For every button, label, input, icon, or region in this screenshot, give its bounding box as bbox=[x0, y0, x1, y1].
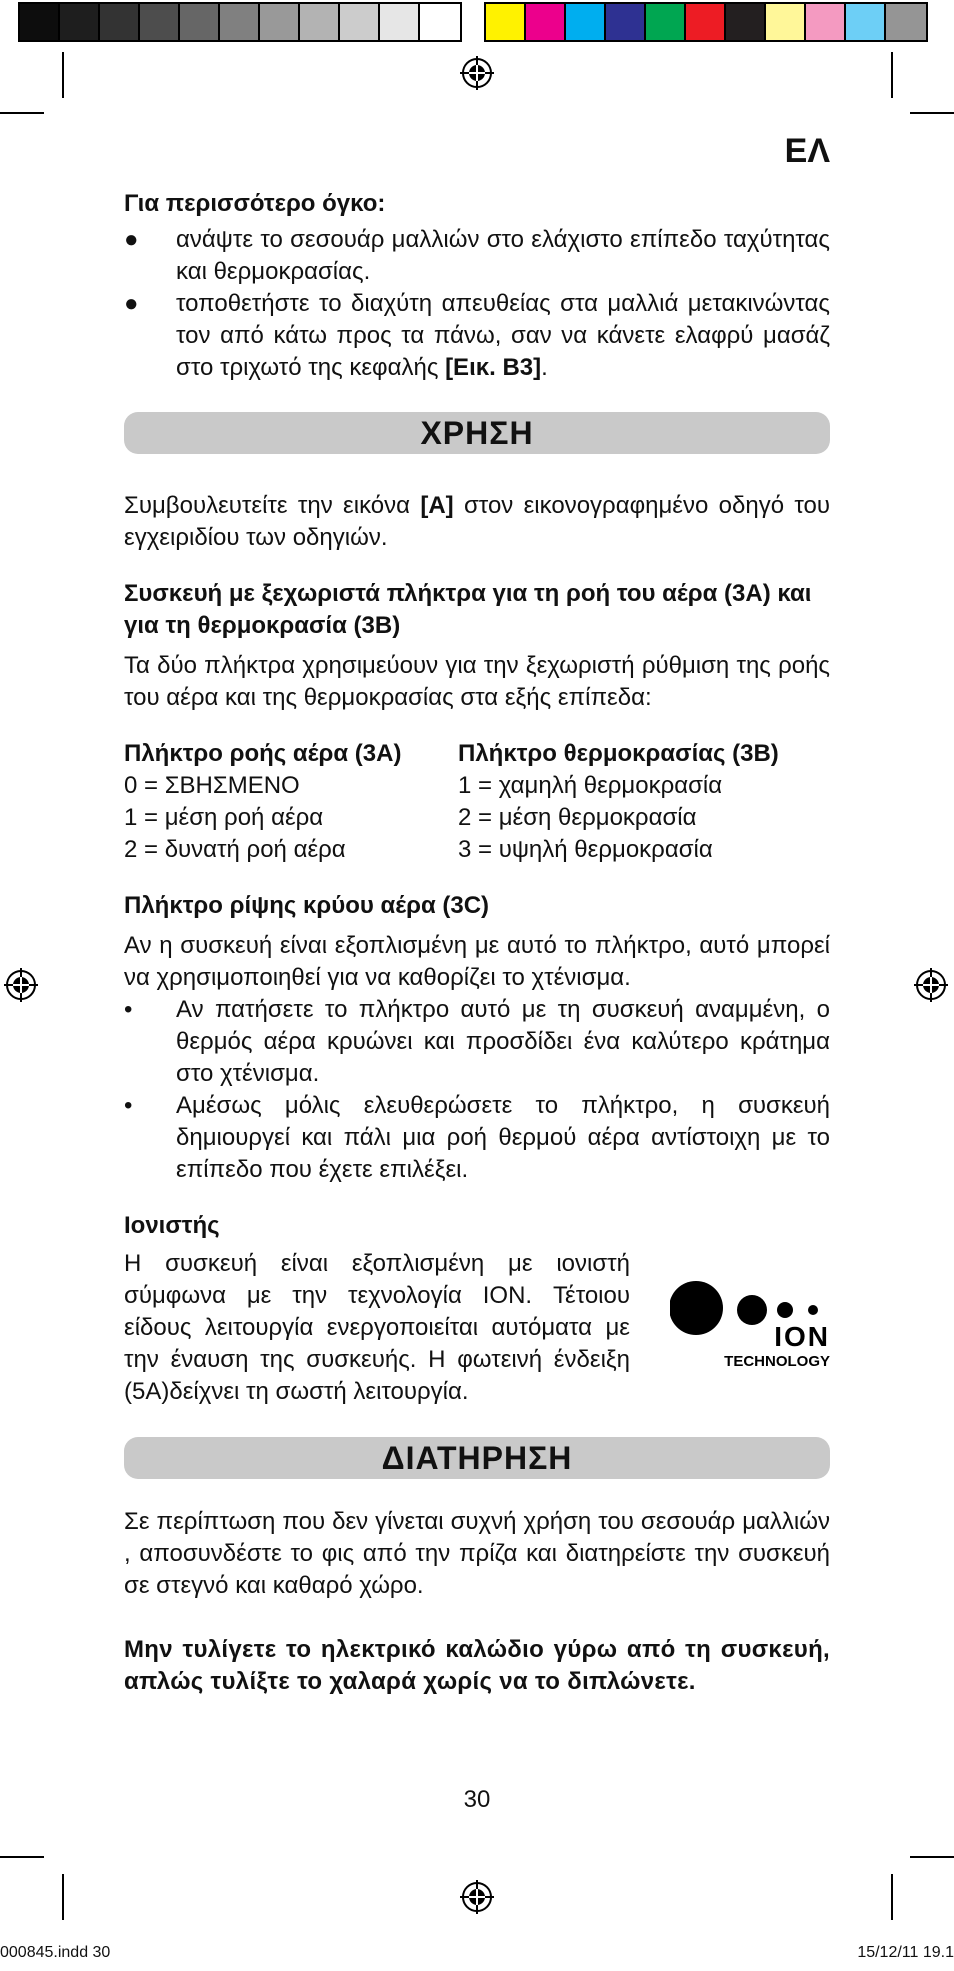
color-swatch bbox=[686, 4, 726, 40]
color-swatch bbox=[180, 4, 220, 40]
section-title-maintenance: ΔΙΑΤΗΡΗΣΗ bbox=[124, 1437, 830, 1479]
color-swatch bbox=[140, 4, 180, 40]
usage-section bbox=[124, 490, 830, 1408]
color-swatch bbox=[886, 4, 926, 40]
usage-intro-text: Συμβουλευτείτε την εικόνα bbox=[124, 492, 421, 519]
crop-mark bbox=[62, 52, 64, 98]
usage-intro bbox=[124, 490, 830, 554]
cold-shot-bullet-1: Αν πατήσετε το πλήκτρο αυτό με τη συσκευή αναμμένη, ο θερμός αέρα κρυώνει και προσδίδει ένα καλύτερο κράτημα στο χτένισμα. bbox=[176, 996, 830, 1087]
color-swatch bbox=[60, 4, 100, 40]
grayscale-calibration-bar bbox=[18, 2, 462, 42]
volume-bullet-2: τοποθετήστε το διαχύτη απευθείας στα μαλλιά μετακινώντας τον από κάτω προς τα πάνω, σαν να κάνετε ελαφρύ μασάζ στο τριχωτό της κεφαλής bbox=[176, 290, 830, 381]
color-swatch bbox=[486, 4, 526, 40]
color-swatch bbox=[646, 4, 686, 40]
registration-mark-icon bbox=[460, 56, 494, 90]
volume-bullet-list bbox=[124, 224, 830, 384]
registration-mark-icon bbox=[914, 968, 948, 1002]
bullet-icon: ● bbox=[124, 290, 139, 317]
color-swatch bbox=[220, 4, 260, 40]
date-slug: 15/12/11 19.1 bbox=[857, 1944, 954, 1961]
maintenance-text: Σε περίπτωση που δεν γίνεται συχνή χρήση του σεσουάρ μαλλιών , αποσυνδέστε το φις από την πρίζα και διατηρείστε την συσκευή σε στεγνό και καθαρό χώρο. bbox=[124, 1508, 830, 1599]
color-swatch bbox=[806, 4, 846, 40]
ion-logo-subtitle: TECHNOLOGY bbox=[724, 1353, 830, 1370]
page-number: 30 bbox=[463, 1786, 491, 1813]
list-item bbox=[124, 288, 830, 384]
volume-bullet-1: ανάψτε το σεσουάρ μαλλιών στο ελάχιστο επίπεδο ταχύτητας και θερμοκρασίας. bbox=[176, 226, 830, 285]
bullet-icon: • bbox=[124, 996, 133, 1023]
settings-table bbox=[124, 738, 830, 866]
airflow-column bbox=[124, 738, 458, 866]
ion-technology-logo bbox=[670, 1280, 832, 1372]
list-item bbox=[124, 1090, 830, 1186]
crop-mark bbox=[910, 1856, 954, 1858]
crop-mark bbox=[0, 112, 44, 114]
color-swatch bbox=[606, 4, 646, 40]
list-item: 1 = μέση ροή αέρα bbox=[124, 804, 324, 831]
crop-mark bbox=[891, 52, 893, 98]
ionizer-text: Η συσκευή είναι εξοπλισμένη με ιονιστή σύμφωνα με την τεχνολογία ION. Τέτοιου είδους λειτουργία ενεργοποιείται αυτόματα με την έναυση της συσκευής. Η φωτεινή ένδειξη (5A)δείχνει τη σωστή λειτουργία. bbox=[124, 1250, 630, 1405]
language-code: ΕΛ bbox=[784, 132, 830, 170]
volume-section bbox=[124, 188, 830, 384]
crop-mark bbox=[910, 112, 954, 114]
color-swatch bbox=[766, 4, 806, 40]
airflow-heading: Πλήκτρο ροής αέρα (3A) bbox=[124, 740, 402, 767]
section-title-usage: ΧΡΗΣΗ bbox=[124, 412, 830, 454]
ion-logo-word: ION bbox=[774, 1321, 830, 1352]
ionizer-heading: Ιονιστής bbox=[124, 1212, 220, 1239]
bullet-icon: • bbox=[124, 1092, 133, 1119]
cold-shot-text: Αν η συσκευή είναι εξοπλισμένη με αυτό το πλήκτρο, αυτό μπορεί να χρησιμοποιηθεί για να καθορίζει το χτένισμα. bbox=[124, 932, 830, 991]
cord-warning: Μην τυλίγετε το ηλεκτρικό καλώδιο γύρω από τη συσκευή, απλώς τυλίξτε το χαλαρά χωρίς να το διπλώνετε. bbox=[124, 1636, 830, 1695]
list-item: 2 = δυνατή ροή αέρα bbox=[124, 836, 346, 863]
file-slug: 000845.indd 30 bbox=[0, 1944, 111, 1961]
list-item bbox=[124, 224, 830, 288]
crop-mark bbox=[0, 1856, 44, 1858]
registration-mark-icon bbox=[4, 968, 38, 1002]
color-swatch bbox=[300, 4, 340, 40]
color-swatch bbox=[526, 4, 566, 40]
color-swatch bbox=[566, 4, 606, 40]
color-swatch bbox=[100, 4, 140, 40]
color-swatch bbox=[420, 4, 460, 40]
color-swatch bbox=[380, 4, 420, 40]
color-calibration-bar bbox=[484, 2, 928, 42]
color-swatch bbox=[20, 4, 60, 40]
list-item bbox=[124, 994, 830, 1090]
volume-heading: Για περισσότερο όγκο: bbox=[124, 190, 386, 217]
list-item: 2 = μέση θερμοκρασία bbox=[458, 804, 697, 831]
figure-reference: [A] bbox=[420, 492, 454, 519]
separate-keys-heading: Συσκευή με ξεχωριστά πλήκτρα για τη ροή του αέρα (3A) και για τη θερμοκρασία (3B) bbox=[124, 580, 812, 639]
registration-mark-icon bbox=[460, 1880, 494, 1914]
list-item: 3 = υψηλή θερμοκρασία bbox=[458, 836, 713, 863]
color-swatch bbox=[340, 4, 380, 40]
color-swatch bbox=[846, 4, 886, 40]
maintenance-section bbox=[124, 1506, 830, 1698]
color-swatch bbox=[260, 4, 300, 40]
crop-mark bbox=[62, 1874, 64, 1920]
list-item: 0 = ΣΒΗΣΜΕΝΟ bbox=[124, 772, 300, 799]
cold-shot-heading: Πλήκτρο ρίψης κρύου αέρα (3C) bbox=[124, 892, 490, 919]
usage-intro-text: στον εικονογραφημένο οδηγό του εγχειριδίου των οδηγιών. bbox=[124, 492, 831, 551]
cold-shot-bullet-list bbox=[124, 994, 830, 1186]
cold-shot-bullet-2: Αμέσως μόλις ελευθερώσετε το πλήκτρο, η συσκευή δημιουργεί και πάλι μια ροή θερμού αέρα αντίστοιχη με το επίπεδο που έχετε επιλέξει. bbox=[176, 1092, 830, 1183]
temperature-heading: Πλήκτρο θερμοκρασίας (3B) bbox=[458, 740, 779, 767]
list-item: 1 = χαμηλή θερμοκρασία bbox=[458, 772, 723, 799]
bullet-icon: ● bbox=[124, 226, 139, 253]
figure-reference: [Εικ. Β3] bbox=[445, 354, 542, 381]
separate-keys-text: Τα δύο πλήκτρα χρησιμεύουν για την ξεχωριστή ρύθμιση της ροής του αέρα και της θερμοκρασίας στα εξής επίπεδα: bbox=[124, 652, 830, 711]
punctuation: . bbox=[541, 354, 548, 381]
crop-mark bbox=[891, 1874, 893, 1920]
temperature-column bbox=[458, 738, 830, 866]
color-swatch bbox=[726, 4, 766, 40]
